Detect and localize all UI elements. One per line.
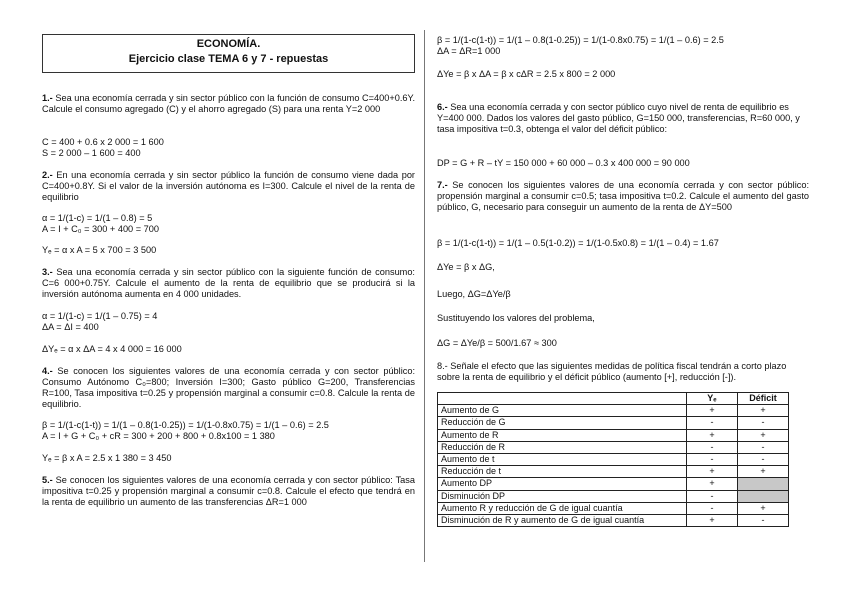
question-5: 5.- Se conocen los siguientes valores de una economía cerrada y con sector público: Tasa impositiva t=0.25 y propensión marginal a consumir c=0.8. Calcule el efecto que tendrá en la renta de equilibrio un aumento de las transferencias ΔR=1 000 bbox=[42, 475, 415, 507]
table-row bbox=[438, 441, 789, 453]
table-row bbox=[438, 429, 789, 441]
measure-cell: Aumento de G bbox=[438, 405, 687, 417]
deficit-cell: - bbox=[738, 441, 789, 453]
measure-cell: Reducción de t bbox=[438, 466, 687, 478]
table-header-row bbox=[438, 393, 789, 405]
deficit-cell: - bbox=[738, 453, 789, 465]
table-row bbox=[438, 453, 789, 465]
header-deficit: Déficit bbox=[738, 393, 789, 405]
answer-7-line-3: Luego, ΔG=ΔYe/β bbox=[437, 289, 511, 299]
document-subtitle: Ejercicio clase TEMA 6 y 7 - repuestas bbox=[128, 53, 329, 65]
header-measure bbox=[438, 393, 687, 405]
ye-cell: + bbox=[687, 466, 738, 478]
table-row bbox=[438, 514, 789, 526]
ye-cell: - bbox=[687, 441, 738, 453]
measure-cell: Disminución DP bbox=[438, 490, 687, 502]
table-row bbox=[438, 417, 789, 429]
answer-7-line-4: Sustituyendo los valores del problema, bbox=[437, 313, 595, 323]
ye-cell: + bbox=[687, 405, 738, 417]
table-row bbox=[438, 490, 789, 502]
deficit-cell bbox=[738, 490, 789, 502]
ye-cell: - bbox=[687, 417, 738, 429]
title-box bbox=[42, 34, 415, 73]
deficit-cell: + bbox=[738, 429, 789, 441]
question-4: 4.- Se conocen los siguientes valores de una economía cerrada y con sector público: Consumo Autónomo C₀=800; Inversión I=300; Gasto público G=200, Transferencias R=100, Tasa impositiva t=0.25 y propensión marginal a consumir c=0.8. Calcule la renta de equilibrio. bbox=[42, 366, 415, 409]
answer-3-line-2: ΔA = ΔI = 400 bbox=[42, 322, 99, 332]
deficit-cell: - bbox=[738, 514, 789, 526]
answer-7-line-5: ΔG = ΔYe/β = 500/1.67 ≈ 300 bbox=[437, 338, 557, 348]
question-8: 8.- Señale el efecto que las siguientes medidas de política fiscal tendrán a corto plazo sobre la renta de equilibrio y el déficit público (aumento [+], reducción [-]). bbox=[437, 361, 787, 382]
measure-cell: Aumento R y reducción de G de igual cuantía bbox=[438, 502, 687, 514]
measure-cell: Aumento de R bbox=[438, 429, 687, 441]
header-ye: Yₑ bbox=[687, 393, 738, 405]
ye-cell: + bbox=[687, 429, 738, 441]
measure-cell: Disminución de R y aumento de G de igual cuantía bbox=[438, 514, 687, 526]
table-row bbox=[438, 466, 789, 478]
answer-2-line-2: A = I + C₀ = 300 + 400 = 700 bbox=[42, 224, 159, 234]
question-2: 2.- En una economía cerrada y sin sector público la función de consumo viene dada por C=400+0.8Y. Si el valor de la inversión autónoma es I=300. Calcule el nivel de la renta de equilibrio bbox=[42, 170, 415, 202]
deficit-cell: + bbox=[738, 405, 789, 417]
ye-cell: - bbox=[687, 490, 738, 502]
deficit-cell bbox=[738, 478, 789, 490]
ye-cell: + bbox=[687, 478, 738, 490]
question-6: 6.- Sea una economía cerrada y con sector público cuyo nivel de renta de equilibrio es Y=400 000. Dados los valores del gasto público, G=150 000, transferencias, R=60 000, y tasa impositiva t=0.3, obtenga el valor del déficit público: bbox=[437, 102, 800, 134]
answer-6-line-1: DP = G + R – tY = 150 000 + 60 000 – 0.3 x 400 000 = 90 000 bbox=[437, 158, 690, 168]
answer-7-line-1: β = 1/(1-c(1-t)) = 1/(1 – 0.5(1-0.2)) = 1/(1-0.5x0.8) = 1/(1 – 0.4) = 1.67 bbox=[437, 238, 719, 248]
document-title: ECONOMÍA. bbox=[196, 38, 261, 50]
answer-7-line-2: ΔYe = β x ΔG, bbox=[437, 262, 495, 272]
answer-2-line-1: α = 1/(1-c) = 1/(1 – 0.8) = 5 bbox=[42, 213, 153, 223]
measure-cell: Reducción de G bbox=[438, 417, 687, 429]
measure-cell: Aumento de t bbox=[438, 453, 687, 465]
answer-5-line-3: ΔYe = β x ΔA = β x cΔR = 2.5 x 800 = 2 000 bbox=[437, 69, 616, 79]
answer-5-line-2: ΔA = ΔR=1 000 bbox=[437, 46, 501, 56]
column-divider bbox=[424, 30, 425, 562]
question-1: 1.- Sea una economía cerrada y sin sector público con la función de consumo C=400+0.6Y. Calcule el consumo agregado (C) y el ahorro agregado (S) para una renta Y=2 000 bbox=[42, 93, 415, 114]
answer-5-line-1: β = 1/(1-c(1-t)) = 1/(1 – 0.8(1-0.25)) = 1/(1-0.8x0.75) = 1/(1 – 0.6) = 2.5 bbox=[437, 35, 724, 45]
table-row bbox=[438, 502, 789, 514]
answer-1-line-2: S = 2 000 – 1 600 = 400 bbox=[42, 148, 141, 158]
fiscal-policy-table bbox=[437, 392, 789, 527]
deficit-cell: + bbox=[738, 466, 789, 478]
measure-cell: Reducción de R bbox=[438, 441, 687, 453]
deficit-cell: - bbox=[738, 417, 789, 429]
answer-3-line-3: ΔYₑ = α x ΔA = 4 x 4 000 = 16 000 bbox=[42, 344, 182, 354]
measure-cell: Aumento DP bbox=[438, 478, 687, 490]
question-3: 3.- Sea una economía cerrada y sin sector público con la siguiente función de consumo: C=6 000+0.75Y. Calcule el aumento de la renta de equilibrio que se producirá si la inversión autónoma aumenta en 4 000 unidades. bbox=[42, 267, 415, 299]
deficit-cell: + bbox=[738, 502, 789, 514]
answer-4-line-2: A = I + G + C₀ + cR = 300 + 200 + 800 + 0.8x100 = 1 380 bbox=[42, 431, 275, 441]
answer-4-line-1: β = 1/(1-c(1-t)) = 1/(1 – 0.8(1-0.25)) = 1/(1-0.8x0.75) = 1/(1 – 0.6) = 2.5 bbox=[42, 420, 329, 430]
question-7: 7.- Se conocen los siguientes valores de una economía cerrada y con sector público: propensión marginal a consumir c=0.5; tasa impositiva t=0.2. Calcule el aumento del gasto público, G, necesario para conseguir un aumento de la renta de ΔY=500 bbox=[437, 180, 809, 212]
answer-2-line-3: Yₑ = α x A = 5 x 700 = 3 500 bbox=[42, 245, 157, 255]
table-row bbox=[438, 478, 789, 490]
ye-cell: - bbox=[687, 502, 738, 514]
answer-4-line-3: Yₑ = β x A = 2.5 x 1 380 = 3 450 bbox=[42, 453, 172, 463]
ye-cell: + bbox=[687, 514, 738, 526]
answer-3-line-1: α = 1/(1-c) = 1/(1 – 0.75) = 4 bbox=[42, 311, 158, 321]
answer-1-line-1: C = 400 + 0.6 x 2 000 = 1 600 bbox=[42, 137, 164, 147]
table-row bbox=[438, 405, 789, 417]
ye-cell: - bbox=[687, 453, 738, 465]
